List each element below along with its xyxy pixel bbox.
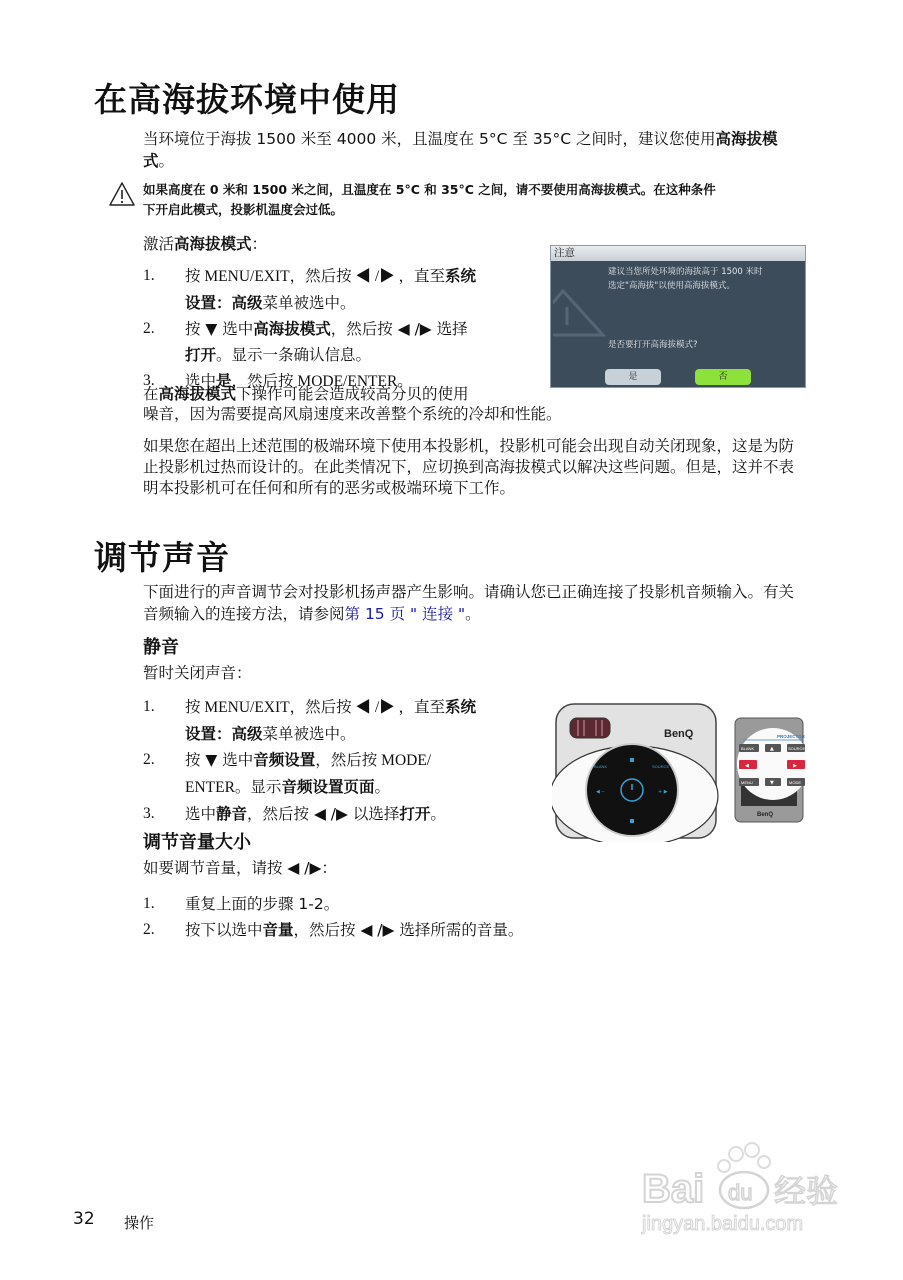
sound-intro xyxy=(143,581,805,625)
section-title-sound: 调节声音 xyxy=(94,538,230,577)
svg-text:◀ ‒: ◀ ‒ xyxy=(596,789,605,795)
note-line-2: 下开启此模式，投影机温度会过低。 xyxy=(143,202,344,217)
step-text: ENTER。显示 xyxy=(185,779,282,796)
step-number: 3. xyxy=(143,805,155,822)
svg-text:▼: ▼ xyxy=(770,780,774,786)
svg-text:MODE: MODE xyxy=(789,780,801,785)
step-bold: 音量 xyxy=(262,921,294,939)
step-bold: 系统 xyxy=(445,267,477,285)
step-item xyxy=(143,917,743,943)
svg-text:jingyan.baidu.com: jingyan.baidu.com xyxy=(642,1213,804,1235)
step-number: 3. xyxy=(143,372,155,389)
warning-icon xyxy=(108,181,136,207)
step-item xyxy=(143,316,543,368)
step-text: 。显示一条确认信息。 xyxy=(216,346,372,364)
step-number: 2. xyxy=(143,921,155,938)
step-number: 2. xyxy=(143,751,155,768)
osd-warning-icon xyxy=(553,287,611,339)
svg-text:MENU: MENU xyxy=(741,780,753,785)
svg-text:经验: 经验 xyxy=(774,1172,839,1210)
svg-text:◀: ◀ xyxy=(745,763,749,769)
osd-message-line-2: 选定"高海拔"以使用高海拔模式。 xyxy=(608,281,735,291)
step-bold: 高海拔模式 xyxy=(253,320,331,338)
step-bold: 打开 xyxy=(399,805,431,823)
step-number: 1. xyxy=(143,698,155,715)
step-text: 菜单被选中。 xyxy=(262,725,356,743)
sound-intro-text: 下面进行的声音调节会对投影机扬声器产生影响。请确认您已正确连接了投影机音频输入。有关音频输入的连接方法，请参阅 xyxy=(143,583,795,623)
step-text: ，然后按 MODE/ENTER。 xyxy=(231,373,413,390)
connection-page-link[interactable]: 第 15 页 " 连接 " xyxy=(344,605,466,623)
svg-text:PROJECTOR: PROJECTOR xyxy=(777,734,805,739)
step-text: 按下以选中 xyxy=(185,921,263,939)
activate-steps xyxy=(143,263,543,395)
high-altitude-intro xyxy=(143,128,805,172)
osd-title: 注意 xyxy=(551,246,805,261)
page-number: 32 xyxy=(73,1209,95,1229)
step-bold: 系统 xyxy=(445,698,477,716)
projector-keypad-illustration xyxy=(552,702,722,842)
svg-text:BLANK: BLANK xyxy=(741,746,755,751)
svg-text:+ ▶: + ▶ xyxy=(658,789,668,795)
svg-text:du: du xyxy=(728,1180,753,1205)
noise-text: 下操作可能会造成较高分贝的使用 xyxy=(236,385,469,403)
activate-label-bold: 高海拔模式 xyxy=(174,235,252,253)
noise-text-2: 噪音，因为需要提高风扇速度来改善整个系统的冷却和性能。 xyxy=(143,405,562,423)
osd-body xyxy=(551,261,805,387)
footer-section-label: 操作 xyxy=(124,1214,155,1232)
step-item xyxy=(143,891,743,917)
intro-text: 当环境位于海拔 1500 米至 4000 米，且温度在 5°C 至 35°C 之间时，建议您使用 xyxy=(143,130,716,148)
osd-message-line-1: 建议当您所处环境的海拔高于 1500 米时 xyxy=(608,267,763,277)
noise-text: 在 xyxy=(143,385,159,403)
step-text: 菜单被选中。 xyxy=(262,294,356,312)
svg-text:BenQ: BenQ xyxy=(757,812,774,818)
svg-text:BenQ: BenQ xyxy=(664,728,694,740)
step-number: 1. xyxy=(143,895,155,912)
osd-question: 是否要打开高海拔模式? xyxy=(608,340,698,350)
step-number: 2. xyxy=(143,320,155,337)
osd-message xyxy=(608,265,763,293)
high-altitude-noise-note xyxy=(143,384,805,424)
svg-text:Bai: Bai xyxy=(642,1167,705,1211)
svg-text:SOURCE: SOURCE xyxy=(788,746,805,751)
volume-steps xyxy=(143,891,743,943)
step-bold: 设置：高级 xyxy=(185,725,263,743)
step-bold: 静音 xyxy=(216,805,248,823)
mute-heading: 静音 xyxy=(143,637,179,658)
noise-bold: 高海拔模式 xyxy=(158,385,237,403)
step-text: ，然后按 MODE/ xyxy=(315,752,432,769)
step-bold: 是 xyxy=(216,372,232,390)
activate-label-text: 激活 xyxy=(143,235,175,253)
step-bold: 打开 xyxy=(185,346,217,364)
step-text: 按 MENU/EXIT，然后按 ◀ /▶ ，直至 xyxy=(185,268,446,285)
section-title-high-altitude: 在高海拔环境中使用 xyxy=(94,80,400,119)
remote-control-illustration xyxy=(733,716,805,824)
step-text: 。 xyxy=(430,805,446,823)
activate-label xyxy=(143,233,267,255)
step-text: ，然后按 ◀ /▶ 以选择 xyxy=(247,805,400,823)
svg-text:SOURCE: SOURCE xyxy=(652,764,670,769)
step-text: 选中 xyxy=(185,372,217,390)
step-text: 重复上面的步骤 1-2。 xyxy=(185,895,340,913)
step-text: ，然后按 ◀ /▶ 选择 xyxy=(330,320,468,338)
step-item xyxy=(143,263,543,316)
warning-note xyxy=(143,180,808,220)
step-bold: 设置：高级 xyxy=(185,294,263,312)
osd-no-button[interactable]: 否 xyxy=(695,369,751,385)
sound-intro-end: 。 xyxy=(465,605,481,623)
osd-yes-button[interactable]: 是 xyxy=(605,369,661,385)
intro-bold: 高海拔模式 xyxy=(143,130,778,170)
mute-steps xyxy=(143,694,543,827)
step-item xyxy=(143,747,543,801)
step-number: 1. xyxy=(143,267,155,284)
baidu-watermark-logo xyxy=(640,1140,855,1235)
svg-text:▲: ▲ xyxy=(770,746,774,752)
svg-text:BLANK: BLANK xyxy=(594,764,608,769)
step-item xyxy=(143,801,543,827)
osd-confirm-dialog xyxy=(550,245,806,388)
step-text: 按 ▼ 选中 xyxy=(185,320,254,338)
step-text: 。 xyxy=(374,778,390,796)
step-bold: 音频设置 xyxy=(253,751,316,769)
extreme-environment-para: 如果您在超出上述范围的极端环境下使用本投影机，投影机可能会出现自动关闭现象，这是为防止投影机过热而设计的。在此类情况下，应切换到高海拔模式以解决这些问题。但是，这并不表明本投影机可在任何和所有的恶劣或极端环境下工作。 xyxy=(143,437,795,497)
note-line-1: 如果高度在 0 米和 1500 米之间，且温度在 5°C 和 35°C 之间，请不要使用高海拔模式。在这种条件 xyxy=(143,182,716,197)
step-text: 按 ▼ 选中 xyxy=(185,751,254,769)
step-text: 按 MENU/EXIT，然后按 ◀ /▶ ，直至 xyxy=(185,699,446,716)
mute-description: 暂时关闭声音： xyxy=(143,664,252,682)
activate-label-end: ： xyxy=(251,235,268,253)
step-bold: 音频设置页面 xyxy=(281,778,375,796)
volume-heading: 调节音量大小 xyxy=(143,832,251,853)
step-text: 选中 xyxy=(185,805,217,823)
step-item xyxy=(143,694,543,747)
volume-description: 如要调节音量，请按 ◀ /▶： xyxy=(143,859,337,877)
intro-end: 。 xyxy=(158,152,175,170)
svg-text:▶: ▶ xyxy=(793,763,797,769)
step-text: ，然后按 ◀ /▶ 选择所需的音量。 xyxy=(293,921,524,939)
